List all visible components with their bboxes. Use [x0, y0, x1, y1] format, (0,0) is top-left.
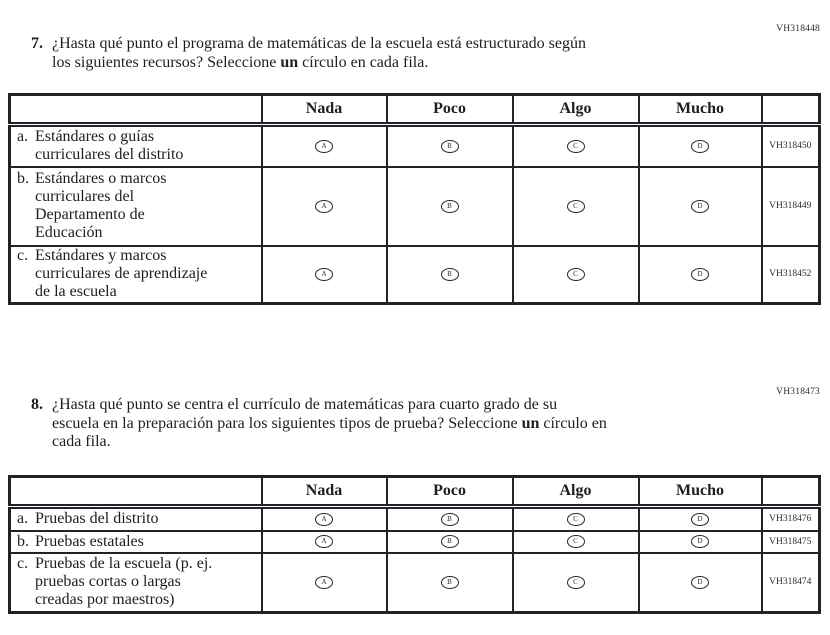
question-text — [52, 35, 586, 72]
response-matrix-table — [8, 475, 821, 614]
answer-bubble-d[interactable]: D — [691, 576, 709, 589]
question-number: 7. — [31, 35, 43, 52]
question-text — [52, 396, 607, 452]
answer-bubble-a[interactable]: A — [315, 513, 333, 526]
header-row — [10, 477, 820, 507]
answer-bubble-c[interactable]: C — [567, 513, 585, 526]
row-code: VH318476 — [762, 507, 820, 531]
answer-bubble-b[interactable]: B — [441, 513, 459, 526]
column-header: Nada — [262, 95, 387, 125]
table-row — [10, 531, 820, 553]
answer-bubble-a[interactable]: A — [315, 200, 333, 213]
answer-bubble-d[interactable]: D — [691, 535, 709, 548]
question-vh-code: VH318473 — [776, 387, 820, 397]
table-row — [10, 246, 820, 304]
header-empty-cell — [10, 95, 262, 125]
answer-bubble-a[interactable]: A — [315, 535, 333, 548]
row-label: Estándares y marcos curriculares de aprendizaje de la escuela — [35, 247, 208, 301]
answer-bubble-c[interactable]: C — [567, 268, 585, 281]
row-code: VH318449 — [762, 167, 820, 246]
answer-bubble-d[interactable]: D — [691, 513, 709, 526]
answer-bubble-a[interactable]: A — [315, 140, 333, 153]
column-header: Poco — [387, 95, 513, 125]
row-code: VH318474 — [762, 553, 820, 613]
question-text-line: los siguientes recursos? Seleccione un círculo en cada fila. — [52, 53, 429, 71]
row-label: Estándares o marcos curriculares del Departamento de Educación — [35, 170, 167, 241]
row-letter: c. — [17, 247, 29, 265]
row-code: VH318450 — [762, 125, 820, 167]
question-8 — [26, 396, 607, 452]
header-row — [10, 95, 820, 125]
table-row — [10, 553, 820, 613]
row-code: VH318452 — [762, 246, 820, 304]
question-vh-code: VH318448 — [776, 24, 820, 34]
answer-bubble-c[interactable]: C — [567, 140, 585, 153]
answer-bubble-a[interactable]: A — [315, 268, 333, 281]
question-7 — [26, 35, 586, 72]
answer-bubble-a[interactable]: A — [315, 576, 333, 589]
column-header: Mucho — [639, 477, 762, 507]
row-label: Pruebas de la escuela (p. ej. pruebas cortas o largas creadas por maestros) — [35, 555, 213, 609]
column-header: Algo — [513, 95, 639, 125]
question-text-line: ¿Hasta qué punto se centra el currículo de matemáticas para cuarto grado de su — [52, 396, 558, 413]
header-empty-cell — [10, 477, 262, 507]
header-empty-code-cell — [762, 95, 820, 125]
row-label: Estándares o guías curriculares del distrito — [35, 128, 184, 164]
answer-bubble-d[interactable]: D — [691, 268, 709, 281]
row-letter: b. — [17, 532, 29, 550]
row-letter: a. — [17, 510, 29, 528]
answer-bubble-c[interactable]: C — [567, 576, 585, 589]
question-text-line: cada fila. — [52, 433, 111, 450]
answer-bubble-d[interactable]: D — [691, 140, 709, 153]
column-header: Algo — [513, 477, 639, 507]
question-text-line: ¿Hasta qué punto el programa de matemáticas de la escuela está estructurado según — [52, 35, 586, 52]
question-number: 8. — [31, 396, 43, 413]
answer-bubble-c[interactable]: C — [567, 200, 585, 213]
answer-bubble-b[interactable]: B — [441, 200, 459, 213]
answer-bubble-c[interactable]: C — [567, 535, 585, 548]
header-empty-code-cell — [762, 477, 820, 507]
answer-bubble-d[interactable]: D — [691, 200, 709, 213]
row-letter: a. — [17, 128, 29, 146]
row-code: VH318475 — [762, 531, 820, 553]
table-row — [10, 507, 820, 531]
row-letter: c. — [17, 555, 29, 573]
column-header: Mucho — [639, 95, 762, 125]
answer-bubble-b[interactable]: B — [441, 268, 459, 281]
answer-bubble-b[interactable]: B — [441, 140, 459, 153]
row-label: Pruebas del distrito — [35, 510, 159, 528]
response-matrix-table — [8, 93, 821, 305]
table-row — [10, 167, 820, 246]
table-row — [10, 125, 820, 167]
question-text-line: escuela en la preparación para los siguientes tipos de prueba? Seleccione un círculo en — [52, 414, 607, 432]
column-header: Poco — [387, 477, 513, 507]
answer-bubble-b[interactable]: B — [441, 576, 459, 589]
column-header: Nada — [262, 477, 387, 507]
answer-bubble-b[interactable]: B — [441, 535, 459, 548]
row-letter: b. — [17, 170, 29, 187]
row-label: Pruebas estatales — [35, 532, 144, 550]
